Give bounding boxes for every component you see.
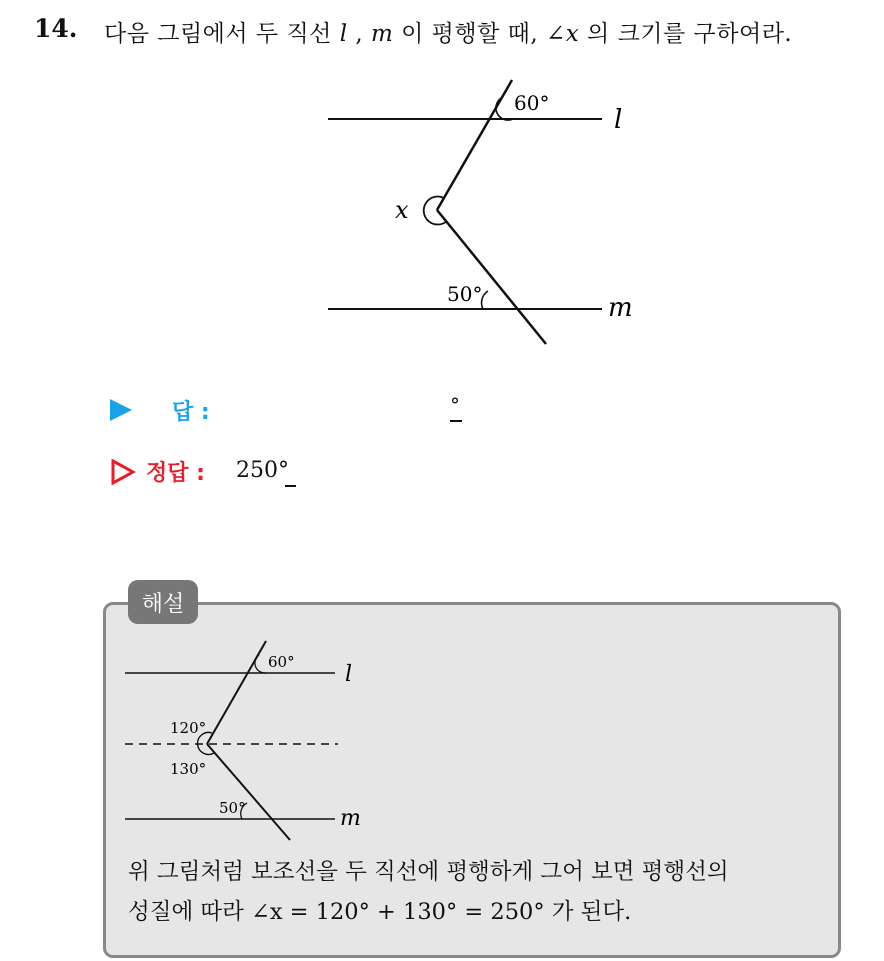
question-text-part: 다음 그림에서 두 직선 bbox=[104, 21, 340, 47]
sol-transversal-lower bbox=[207, 744, 290, 840]
var-m: m bbox=[371, 21, 394, 47]
label-angle-50: 50° bbox=[447, 282, 483, 306]
answer-label: 답 : bbox=[172, 400, 210, 425]
angle-x-symbol: ∠x bbox=[545, 21, 580, 47]
question-text-part: 이 평행할 때, bbox=[393, 21, 546, 47]
label-m: m bbox=[608, 293, 633, 323]
sol-label-120: 120° bbox=[170, 719, 207, 737]
solution-tag: 해설 bbox=[128, 580, 198, 624]
var-l: l bbox=[339, 21, 348, 47]
sol-label-50: 50° bbox=[219, 799, 246, 817]
sol-label-130: 130° bbox=[170, 760, 207, 778]
sol-angle-arc-60 bbox=[255, 655, 266, 673]
correct-value: 250° bbox=[236, 458, 289, 483]
sol-label-60: 60° bbox=[268, 653, 295, 671]
question-text-part: 의 크기를 구하여라. bbox=[579, 21, 793, 47]
solution-line-2: 성질에 따라 ∠x = 120° + 130° = 250° 가 된다. bbox=[128, 899, 632, 925]
label-x: x bbox=[395, 196, 409, 224]
label-l: l bbox=[614, 105, 623, 135]
sol-label-l: l bbox=[345, 662, 353, 687]
sol-label-m: m bbox=[340, 806, 361, 831]
question-sep: , bbox=[347, 21, 372, 47]
label-angle-60: 60° bbox=[514, 91, 550, 115]
question-number: 14. bbox=[34, 14, 78, 43]
correct-label: 정답 : bbox=[146, 461, 205, 486]
solution-line-1: 위 그림처럼 보조선을 두 직선에 평행하게 그어 보면 평행선의 bbox=[128, 859, 729, 885]
answer-unit: ° bbox=[450, 393, 460, 417]
solution-text bbox=[128, 852, 828, 932]
